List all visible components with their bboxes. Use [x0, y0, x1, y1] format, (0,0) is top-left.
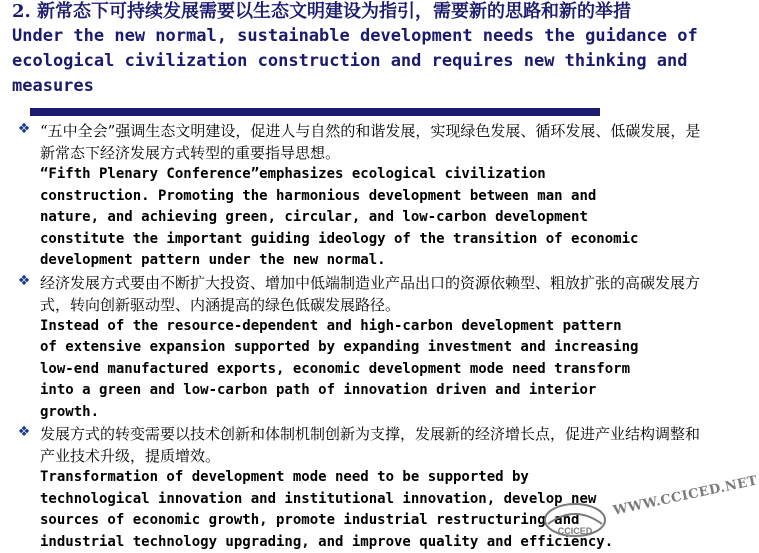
bullet-list — [16, 120, 706, 553]
watermark-logo-text: CCICED — [557, 526, 593, 536]
bullet-text-chinese: 发展方式的转变需要以技术创新和体制机制创新为支撑，发展新的经济增长点，促进产业结构调整和产业技术升级，提质增效。 — [40, 425, 701, 465]
diamond-bullet-icon: ❖ — [17, 424, 31, 440]
title-block — [12, 0, 712, 99]
title-underline-bar — [30, 108, 600, 116]
title-english: Under the new normal, sustainable development needs the guidance of ecological civilization construction and requires new thinking and measures — [12, 26, 698, 96]
bullet-text-english: Instead of the resource-dependent and high-carbon development pattern of extensive expansion supported by expanding investment and increasing low-end manufactured exports, economic development mode need transform into a green and low-carbon path of innovation driven and interior growth. — [40, 317, 639, 420]
watermark-url: WWW.CCICED.NET — [612, 473, 759, 519]
diamond-bullet-icon: ❖ — [17, 272, 31, 289]
cciced-logo-icon — [540, 498, 610, 540]
bullet-text-chinese: 经济发展方式要由不断扩大投资、增加中低端制造业产品出口的资源依赖型、粗放扩张的高碳发展方式，转向创新驱动型、内涵提高的绿色低碳发展路径。 — [40, 273, 701, 314]
diamond-bullet-icon: ❖ — [17, 121, 31, 137]
title-chinese: 2. 新常态下可持续发展需要以生态文明建设为指引，需要新的思路和新的举措 — [12, 1, 632, 22]
bullet-text-english: Transformation of development mode need to be supported by technological innovation and institutional innovation, develop new sources of economic growth, promote industrial restructuring and industrial technology upgrading, and improve quality and efficiency. — [40, 469, 614, 550]
bullet-item — [16, 272, 706, 424]
cciced-watermark — [540, 473, 759, 540]
bullet-text-chinese: “五中全会”强调生态文明建设，促进人与自然的和谐发展，实现绿色发展、循环发展、低碳发展，是新常态下经济发展方式转型的重要指导思想。 — [40, 122, 701, 162]
bullet-item — [16, 120, 706, 272]
bullet-text-english: “Fifth Plenary Conference”emphasizes ecological civilization construction. Promoting the harmonious development between man and nature, and achieving green, circular, and low-carbon development constitute the important guiding ideology of the transition of economic development pattern under the new normal. — [40, 166, 639, 268]
